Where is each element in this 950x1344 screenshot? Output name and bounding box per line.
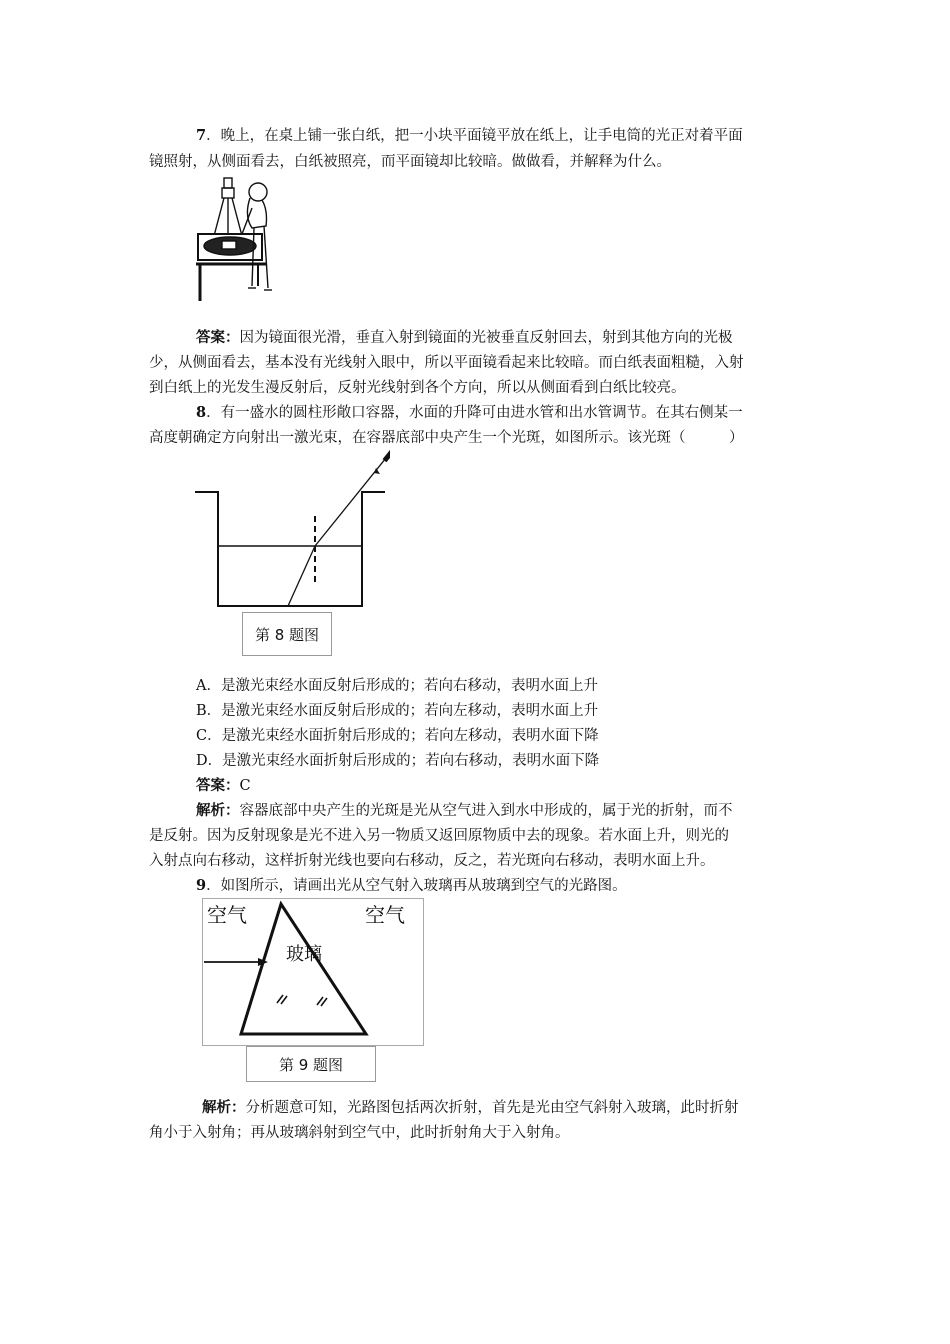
boy-flashlight-illustration	[196, 176, 276, 301]
q9-line1	[196, 874, 627, 898]
q8-option-b: B．是激光束经水面反射后形成的；若向左移动，表明水面上升	[196, 703, 599, 719]
q8-answer-label: 答案：	[196, 777, 240, 794]
q9-analysis-line1	[202, 1096, 739, 1120]
container-laser-diagram	[190, 450, 390, 610]
q7-line2: 镜照射，从侧面看去，白纸被照亮，而平面镜却比较暗。做做看，并解释为什么。	[149, 154, 671, 170]
q8-answer-value: C	[239, 778, 251, 794]
q8-option-c: C．是激光束经水面折射后形成的；若向左移动，表明水面下降	[196, 728, 599, 744]
q7-answer-text-1: 因为镜面很光滑，垂直入射到镜面的光被垂直反射回去，射到其他方向的光极	[239, 330, 733, 346]
q8-analysis-label: 解析：	[196, 802, 240, 819]
q9-analysis-line2: 角小于入射角；再从玻璃斜射到空气中，此时折射角大于入射角。	[149, 1125, 570, 1141]
q8-analysis-line2: 是反射。因为反射现象是光不进入另一物质又返回原物质中去的现象。若水面上升，则光的	[149, 828, 729, 844]
q8-line2: 高度朝确定方向射出一激光束，在容器底部中央产生一个光斑，如图所示。该光斑（ ）	[149, 430, 744, 446]
q7-number: 7	[196, 127, 207, 144]
q9-label-glass: 玻璃	[286, 944, 322, 965]
q8-analysis-line3: 入射点向右移动，这样折射光线也要向右移动，反之，若光斑向右移动，表明水面上升。	[149, 853, 715, 869]
q8-option-d: D．是激光束经水面折射后形成的；若向右移动，表明水面下降	[196, 753, 600, 769]
glass-prism-diagram	[202, 898, 424, 1046]
q7-text-1: ．晚上，在桌上铺一张白纸，把一小块平面镜平放在纸上，让手电筒的光正对着平面	[206, 128, 743, 144]
q9-label-air-left: 空气	[207, 903, 247, 927]
q9-analysis-text-1: 分析题意可知，光路图包括两次折射，首先是光由空气斜射入玻璃，此时折射	[245, 1100, 739, 1116]
q9-text-1: ．如图所示，请画出光从空气射入玻璃再从玻璃到空气的光路图。	[206, 878, 627, 894]
q8-figure-caption: 第 8 题图	[242, 612, 332, 656]
q8-text-1: ．有一盛水的圆柱形敞口容器，水面的升降可由进水管和出水管调节。在其右侧某一	[206, 405, 743, 421]
q8-line1	[196, 401, 743, 425]
q9-figure-caption: 第 9 题图	[246, 1046, 376, 1082]
q9-number: 9	[196, 877, 207, 894]
q8-analysis-line1	[196, 799, 733, 823]
q7-answer-line2: 少，从侧面看去，基本没有光线射入眼中，所以平面镜看起来比较暗。而白纸表面粗糙，入射	[149, 355, 744, 371]
q7-answer-line3: 到白纸上的光发生漫反射后，反射光线射到各个方向，所以从侧面看到白纸比较亮。	[149, 380, 686, 396]
q9-analysis-label: 解析：	[202, 1099, 246, 1116]
q8-number: 8	[196, 404, 207, 421]
q8-answer	[196, 774, 251, 798]
q7-answer-label: 答案：	[196, 329, 240, 346]
q7-line1	[196, 124, 743, 148]
q8-analysis-text-1: 容器底部中央产生的光斑是光从空气进入到水中形成的，属于光的折射，而不	[239, 803, 733, 819]
q7-answer-line1	[196, 326, 733, 350]
q8-option-a: A．是激光束经水面反射后形成的；若向右移动，表明水面上升	[196, 678, 598, 694]
q9-label-air-right: 空气	[365, 903, 405, 927]
